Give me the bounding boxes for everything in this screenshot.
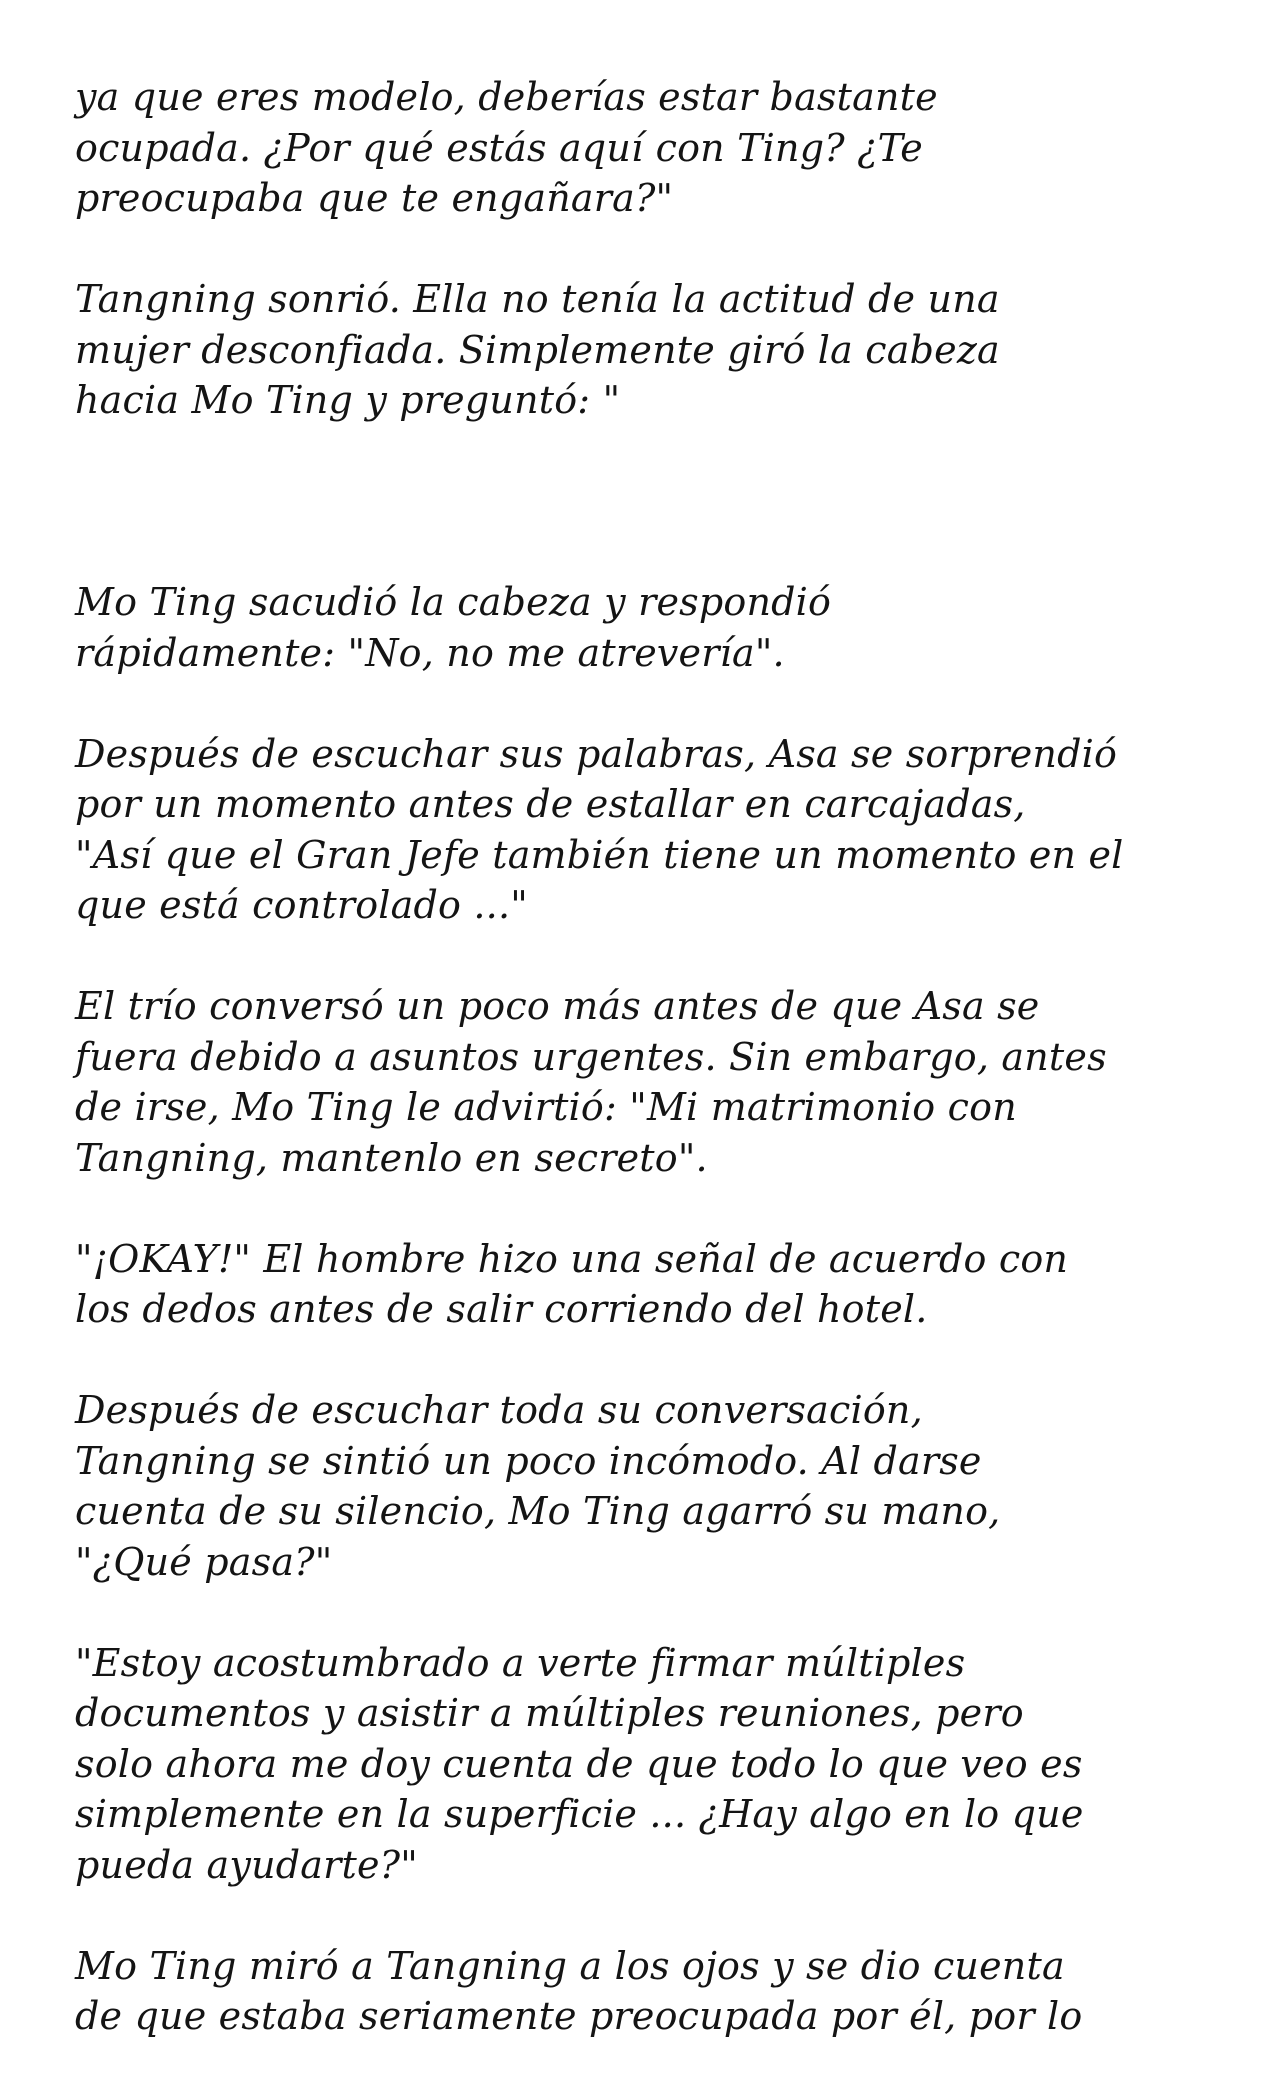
paragraph-7: "¡OKAY!" El hombre hizo una señal de acuerdo con los dedos antes de salir corriendo del hotel. — [75, 1236, 1069, 1331]
paragraph-2: Tangning sonrió. Ella no tenía la actitud de una mujer desconfiada. Simplemente giró la cabeza hacia Mo Ting y preguntó: " — [75, 277, 1000, 422]
paragraph-9: "Estoy acostumbrado a verte firmar múltiples documentos y asistir a múltiples reuniones, pero solo ahora me doy cuenta de que todo lo que veo es simplemente en la superficie ... ¿Hay algo en lo que pueda ayudarte?" — [75, 1640, 1084, 1887]
document-page — [75, 72, 1225, 2092]
paragraph-10: Mo Ting miró a Tangning a los ojos y se dio cuenta de que estaba seriamente preocupada por él, por lo — [75, 1943, 1083, 2038]
paragraph-4: Mo Ting sacudió la cabeza y respondió rápidamente: "No, no me atrevería". — [75, 580, 832, 675]
paragraph-6: El trío conversó un poco más antes de que Asa se fuera debido a asuntos urgentes. Sin embargo, antes de irse, Mo Ting le advirtió: "Mi matrimonio con Tangning, mantenlo en secreto". — [75, 984, 1107, 1180]
paragraph-3 — [75, 476, 1225, 527]
paragraph-8: Después de escuchar toda su conversación, Tangning se sintió un poco incómodo. Al darse cuenta de su silencio, Mo Ting agarró su mano, "¿Qué pasa?" — [75, 1388, 1001, 1584]
paragraph-1: ya que eres modelo, deberías estar bastante ocupada. ¿Por qué estás aquí con Ting? ¿Te preocupaba que te engañara?" — [75, 75, 938, 220]
paragraph-5: Después de escuchar sus palabras, Asa se sorprendió por un momento antes de estallar en carcajadas, "Así que el Gran Jefe también tiene un momento en el que está controlado ..." — [75, 731, 1124, 927]
